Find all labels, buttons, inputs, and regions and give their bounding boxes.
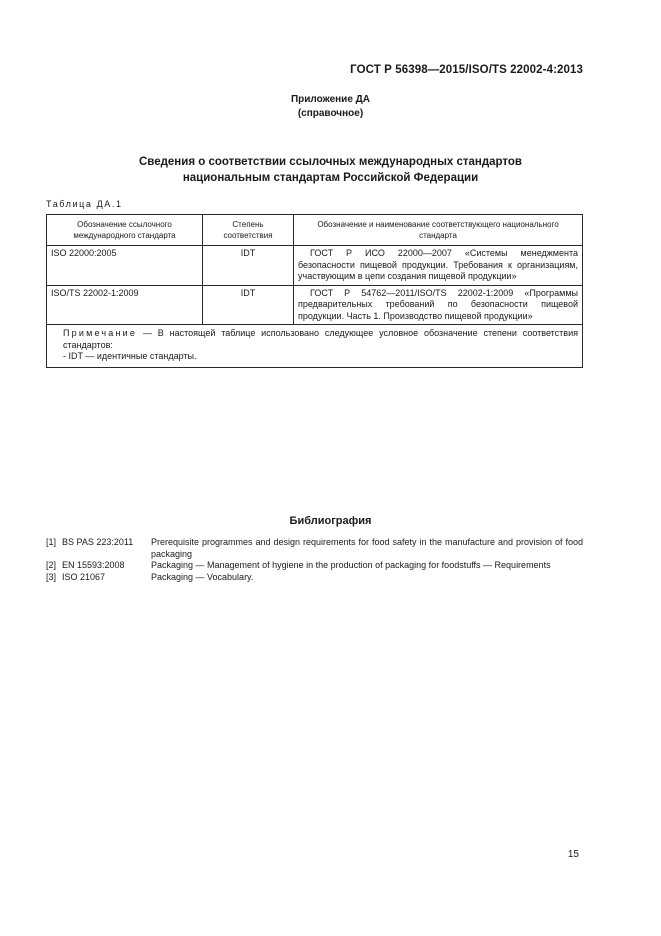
correspondence-table bbox=[46, 214, 583, 368]
note-body: — В настоящей таблице использовано следующее условное обозначение степени соответствия стандартов: bbox=[63, 328, 578, 350]
document-header-code: ГОСТ Р 56398—2015/ISO/TS 22002-4:2013 bbox=[350, 64, 583, 76]
table-note bbox=[47, 325, 583, 368]
note-item: - IDT — идентичные стандарты. bbox=[63, 351, 197, 361]
bibliography-entry bbox=[46, 537, 583, 560]
column-header-national: Обозначение и наименование соответствующего национального стандарта bbox=[294, 215, 583, 246]
section-title bbox=[0, 154, 661, 186]
entry-number: [2] bbox=[46, 560, 57, 570]
cell-degree: IDT bbox=[203, 285, 294, 325]
table-note-row bbox=[47, 325, 583, 368]
entry-number: [1] bbox=[46, 537, 57, 547]
bibliography-entry bbox=[46, 560, 583, 572]
note-prefix: Примечание bbox=[63, 328, 138, 338]
cell-national-standard bbox=[294, 285, 583, 325]
cell-degree: IDT bbox=[203, 246, 294, 286]
bibliography-title: Библиография bbox=[289, 515, 372, 527]
entry-code: EN 15593:2008 bbox=[62, 560, 125, 570]
column-header-degree: Степень соответствия bbox=[203, 215, 294, 246]
note-text bbox=[51, 328, 578, 351]
annex-title: Приложение ДА bbox=[290, 94, 371, 105]
section-title-line2: национальным стандартам Российской Федерации bbox=[182, 172, 479, 184]
cell-national-standard bbox=[294, 246, 583, 286]
table-header-row bbox=[47, 215, 583, 246]
entry-code: BS PAS 223:2011 bbox=[62, 537, 134, 547]
entry-text: Packaging — Vocabulary. bbox=[151, 571, 254, 582]
section-title-line1: Сведения о соответствии ссылочных международных стандартов bbox=[138, 156, 522, 168]
cell-national-text: ГОСТ Р ИСО 22000—2007 «Системы менеджмента безопасности пищевой продукции. Требования к организациям, участвующим в цепи создания пищевой продукции» bbox=[298, 248, 578, 281]
cell-intl-standard: ISO 22000:2005 bbox=[47, 246, 203, 286]
column-header-intl: Обозначение ссылочного международного стандарта bbox=[47, 215, 203, 246]
entry-code: ISO 21067 bbox=[62, 571, 106, 582]
table-label: Таблица ДА.1 bbox=[46, 199, 123, 209]
entry-number: [3] bbox=[46, 571, 57, 582]
bibliography-list bbox=[46, 537, 583, 583]
bibliography-entry bbox=[46, 572, 583, 584]
page-number: 15 bbox=[567, 849, 579, 860]
entry-text: Packaging — Management of hygiene in the production of packaging for foodstuffs — Requirements bbox=[151, 560, 551, 570]
annex-heading bbox=[0, 93, 661, 121]
table-row bbox=[47, 246, 583, 286]
table-row bbox=[47, 285, 583, 325]
annex-subtitle: (справочное) bbox=[297, 108, 364, 119]
cell-intl-standard: ISO/TS 22002-1:2009 bbox=[47, 285, 203, 325]
entry-text: Prerequisite programmes and design requirements for food safety in the manufacture and provision of food packaging bbox=[151, 537, 583, 559]
cell-national-text: ГОСТ Р 54762—2011/ISO/TS 22002-1:2009 «Программы предварительных требований по безопасности пищевой продукции. Часть 1. Производство пищевой продукции» bbox=[298, 287, 578, 321]
